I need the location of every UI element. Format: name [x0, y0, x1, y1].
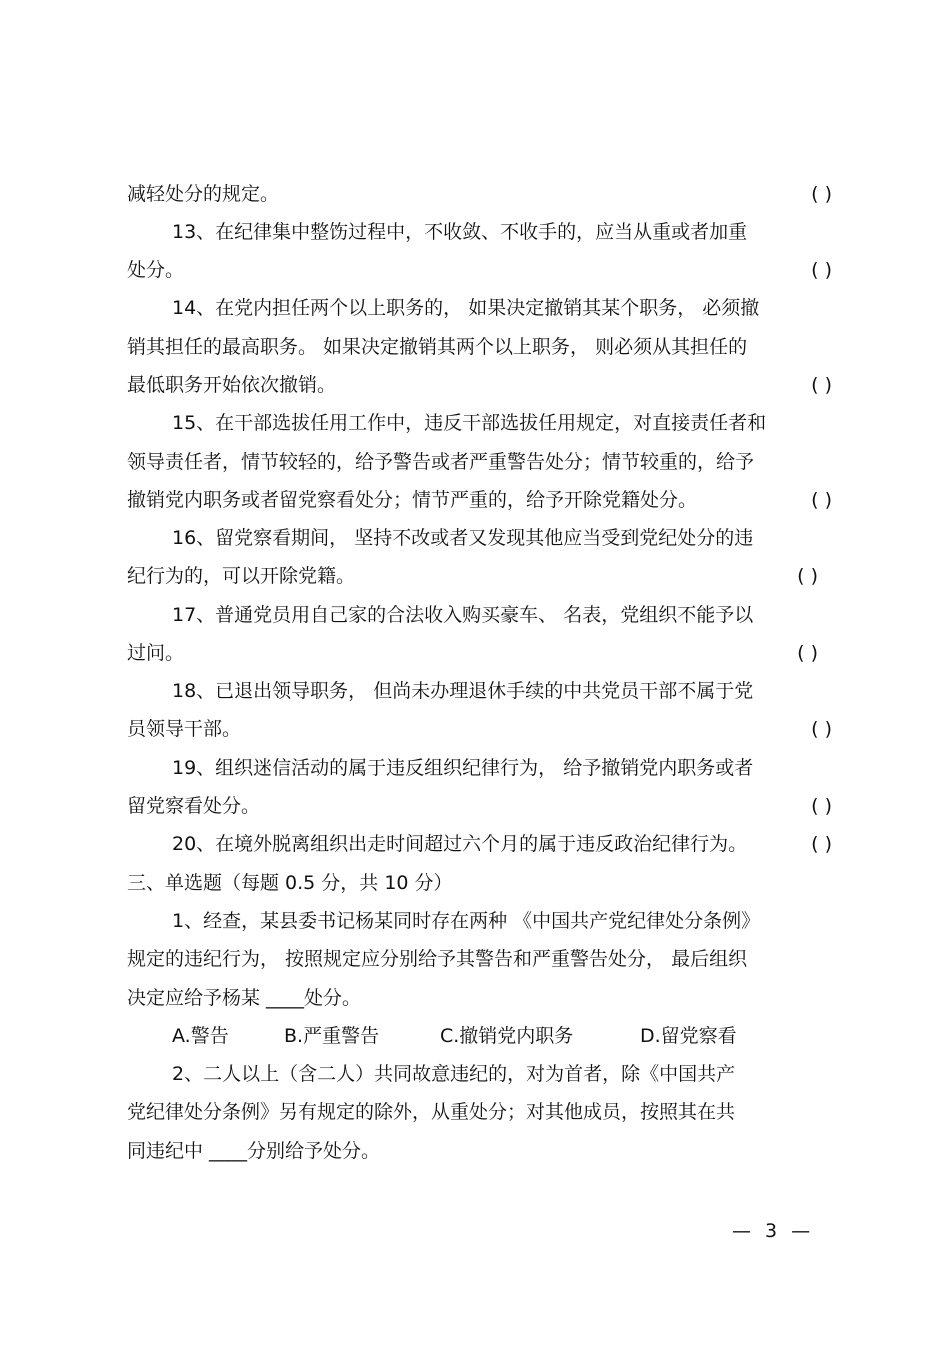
question-16: 16、留党察看期间， 坚持不改或者又发现其他应当受到党纪处分的违 — [172, 527, 754, 549]
answer-paren: ( ) — [811, 374, 832, 396]
question-14: 14、在党内担任两个以上职务的， 如果决定撤销其某个职务， 必须撤 — [172, 297, 760, 319]
text-line: 员领导干部。 ( ) — [127, 715, 832, 743]
text-line: 最低职务开始依次撤销。 ( ) — [127, 371, 832, 399]
option-d: D.留党察看 — [640, 1025, 737, 1047]
text-line: 领导责任者，情节较轻的，给予警告或者严重警告处分；情节较重的，给予 — [127, 451, 755, 473]
answer-paren: ( ) — [811, 833, 832, 855]
option-a: A.警告 — [172, 1025, 229, 1047]
question-19: 19、组织迷信活动的属于违反组织纪律行为， 给予撤销党内职务或者 — [172, 757, 754, 779]
section-heading: 三、单选题（每题 0.5 分，共 10 分） — [127, 872, 453, 894]
text-line: 党纪律处分条例》另有规定的除外，从重处分；对其他成员，按照其在共 — [127, 1101, 736, 1123]
answer-paren: ( ) — [811, 718, 832, 740]
answer-paren: ( ) — [811, 183, 832, 205]
mcq-1-options — [172, 1022, 832, 1050]
text-line: 同违纪中 ____分别给予处分。 — [127, 1140, 381, 1162]
mcq-1: 1、经查，某县委书记杨某同时存在两种 《中国共产党纪律处分条例》 — [172, 910, 761, 932]
option-c: C.撤销党内职务 — [440, 1025, 574, 1047]
question-17: 17、普通党员用自己家的合法收入购买豪车、 名表，党组织不能予以 — [172, 604, 754, 626]
question-13: 13、在纪律集中整饬过程中，不收敛、不收手的，应当从重或者加重 — [172, 221, 748, 243]
page-number: — 3 — — [732, 1220, 815, 1242]
text-line: 撤销党内职务或者留党察看处分；情节严重的，给予开除党籍处分。 ( ) — [127, 486, 832, 514]
text-line: 留党察看处分。 ( ) — [127, 792, 832, 820]
mcq-2: 2、二人以上（含二人）共同故意违纪的，对为首者，除《中国共产 — [172, 1063, 736, 1085]
answer-paren: ( ) — [811, 795, 832, 817]
text-line: 减轻处分的规定。 ( ) — [127, 180, 832, 208]
text-line: 过问。 ( ) — [127, 639, 832, 667]
text-line: 决定应给予杨某 ____处分。 — [127, 987, 362, 1009]
answer-paren: ( ) — [811, 259, 832, 281]
text-line: 处分。 ( ) — [127, 256, 832, 284]
question-15: 15、在干部选拔任用工作中，违反干部选拔任用规定，对直接责任者和 — [172, 412, 767, 434]
text-line: 销其担任的最高职务。 如果决定撤销其两个以上职务， 则必须从其担任的 — [127, 336, 748, 358]
answer-paren: ( ) — [811, 489, 832, 511]
question-20: 20、在境外脱离组织出走时间超过六个月的属于违反政治纪律行为。 ( ) — [172, 830, 832, 858]
answer-paren: ( ) — [797, 565, 818, 587]
question-18: 18、已退出领导职务， 但尚未办理退休手续的中共党员干部不属于党 — [172, 680, 754, 702]
text-line: 规定的违纪行为， 按照规定应分别给予其警告和严重警告处分， 最后组织 — [127, 948, 748, 970]
option-b: B.严重警告 — [284, 1025, 380, 1047]
answer-paren: ( ) — [797, 642, 818, 664]
text-line: 纪行为的，可以开除党籍。 ( ) — [127, 562, 832, 590]
